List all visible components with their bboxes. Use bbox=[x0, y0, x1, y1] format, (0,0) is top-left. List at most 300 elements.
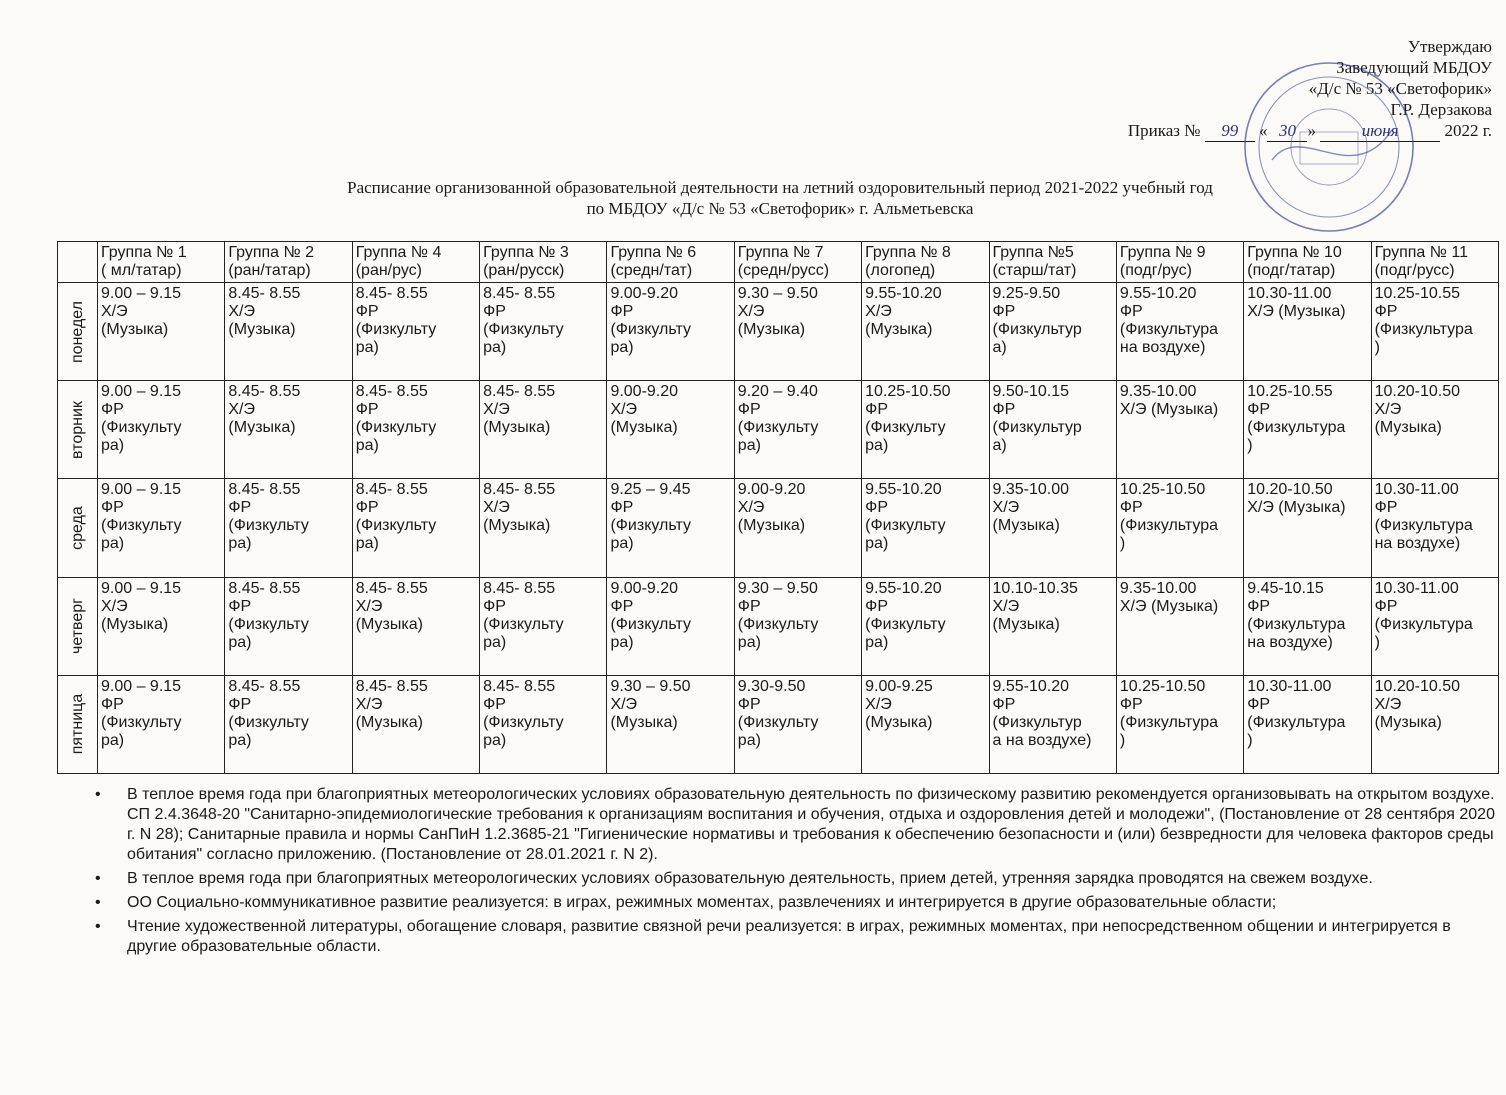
schedule-cell bbox=[607, 283, 734, 381]
schedule-cell-line: ФР bbox=[1374, 303, 1398, 320]
group-header-cell bbox=[1244, 242, 1371, 283]
schedule-cell bbox=[862, 381, 989, 479]
schedule-cell-line: ФР bbox=[865, 499, 888, 517]
group-header-line: (ран/татар) bbox=[228, 262, 311, 279]
schedule-cell-line: 10.25-10.50 bbox=[865, 383, 951, 401]
schedule-cell-line: ра) bbox=[355, 437, 379, 455]
schedule-cell-line: ФР bbox=[355, 499, 379, 517]
schedule-cell bbox=[1116, 283, 1243, 381]
schedule-cell-line: 9.35-10.00 bbox=[1119, 383, 1197, 401]
table-header-row bbox=[58, 242, 1499, 283]
schedule-cell-line: 10.30-11.00 bbox=[1374, 481, 1459, 499]
schedule-cell-line: ра) bbox=[737, 633, 761, 651]
schedule-cell-line: 8.45- 8.55 bbox=[228, 285, 301, 302]
schedule-cell-line: ФР bbox=[865, 597, 888, 615]
schedule-cell-line: ФР bbox=[483, 597, 506, 615]
schedule-cell-line: ФР bbox=[1119, 499, 1143, 517]
schedule-cell bbox=[480, 381, 607, 479]
group-header-cell bbox=[734, 242, 861, 283]
day-cell bbox=[58, 479, 98, 577]
schedule-cell-line: (Музыка) bbox=[355, 713, 423, 731]
schedule-cell bbox=[607, 479, 734, 577]
schedule-cell bbox=[480, 283, 607, 381]
day-label: вторник bbox=[68, 400, 86, 459]
group-header-line: (логопед) bbox=[865, 262, 936, 279]
schedule-cell-line: (Музыка) bbox=[865, 713, 933, 731]
title-line-1: Расписание организованной образовательной деятельности на летний оздоровительный период 2021-2022 учебный год bbox=[347, 178, 1213, 197]
schedule-cell bbox=[225, 479, 352, 577]
schedule-cell-line: ра) bbox=[228, 731, 252, 749]
schedule-cell-line: ра) bbox=[483, 339, 507, 356]
schedule-cell-line: 8.45- 8.55 bbox=[483, 579, 556, 597]
approval-signatory: Г.Р. Дерзакова bbox=[1390, 100, 1492, 119]
schedule-cell-line: ФР bbox=[101, 695, 124, 713]
title-line-2: по МБДОУ «Д/с № 53 «Светофорик» г. Альметьевска bbox=[586, 199, 974, 218]
schedule-cell-line: (Музыка) bbox=[865, 321, 933, 338]
table-row bbox=[58, 577, 1499, 675]
schedule-cell-line: (Физкультура bbox=[1374, 517, 1473, 535]
group-header-cell bbox=[989, 242, 1116, 283]
schedule-cell bbox=[607, 675, 734, 773]
note-item: • ОО Социально-коммуникативное развитие реализуется: в играх, режимных моментах, развлечениях и интегрируется в другие образовательные области; bbox=[95, 893, 1495, 913]
schedule-cell-line: на воздухе) bbox=[1247, 633, 1333, 651]
group-header-line: Группа № 2 bbox=[228, 244, 315, 261]
order-number: 99 bbox=[1205, 120, 1255, 142]
group-header-line: (средн/тат) bbox=[610, 262, 693, 279]
schedule-cell-line: (Физкультур bbox=[992, 419, 1082, 437]
schedule-cell-line: Х/Э bbox=[483, 401, 510, 419]
group-header-cell bbox=[862, 242, 989, 283]
schedule-cell-line: ра) bbox=[865, 437, 889, 455]
schedule-cell-line: (Музыка) bbox=[483, 419, 551, 437]
schedule-cell-line: 9.30 – 9.50 bbox=[610, 677, 691, 695]
schedule-cell-line: (Физкульту bbox=[737, 615, 819, 633]
schedule-cell bbox=[98, 479, 225, 577]
schedule-cell bbox=[734, 479, 861, 577]
note-item: • Чтение художественной литературы, обогащение словаря, развитие связной речи реализуется: в играх, режимных моментах, при непосредственном общении и интегрируется в другие образовательные области. bbox=[95, 917, 1495, 957]
schedule-cell-line: ) bbox=[1247, 731, 1253, 749]
schedule-cell-line: 8.45- 8.55 bbox=[355, 481, 428, 499]
schedule-cell bbox=[1371, 577, 1498, 675]
schedule-cell-line: 10.25-10.50 bbox=[1119, 677, 1206, 695]
schedule-cell-line: (Физкульту bbox=[228, 517, 309, 535]
day-cell bbox=[58, 381, 98, 479]
schedule-cell-line: Х/Э bbox=[355, 597, 383, 615]
schedule-cell bbox=[734, 283, 861, 381]
schedule-cell-line: Х/Э bbox=[228, 303, 255, 320]
schedule-cell bbox=[1116, 479, 1243, 577]
schedule-cell-line: Х/Э bbox=[101, 597, 128, 615]
schedule-cell bbox=[989, 577, 1116, 675]
order-month: июня bbox=[1320, 120, 1440, 142]
schedule-cell-line: ра) bbox=[483, 633, 507, 651]
schedule-cell-line: 9.55-10.20 bbox=[865, 285, 942, 302]
schedule-cell bbox=[1371, 381, 1498, 479]
schedule-cell-line: 9.00-9.20 bbox=[610, 579, 679, 597]
schedule-cell-line: (Физкультура bbox=[1374, 321, 1473, 338]
schedule-cell-line: ра) bbox=[610, 339, 634, 356]
schedule-cell-line: 9.00-9.20 bbox=[610, 383, 679, 401]
schedule-cell-line: а на воздухе) bbox=[992, 731, 1092, 749]
schedule-cell bbox=[1371, 675, 1498, 773]
schedule-cell-line: ра) bbox=[737, 731, 761, 749]
document-title bbox=[60, 177, 1500, 219]
schedule-cell-line: (Физкультура bbox=[1119, 713, 1219, 731]
schedule-cell-line: (Физкульту bbox=[610, 321, 691, 338]
group-header-line: (ран/русск) bbox=[483, 262, 565, 279]
schedule-cell-line: (Музыка) bbox=[992, 615, 1060, 633]
schedule-cell-line: 8.45- 8.55 bbox=[228, 383, 301, 401]
schedule-cell bbox=[225, 577, 352, 675]
schedule-cell bbox=[734, 381, 861, 479]
schedule-cell-line: 10.20-10.50 bbox=[1247, 481, 1333, 499]
schedule-cell-line: 9.00-9.20 bbox=[737, 481, 806, 499]
note-item: • В теплое время года при благоприятных метеорологических условиях образовательную деятельность, прием детей, утренняя зарядка проводятся на свежем воздухе. bbox=[95, 869, 1495, 889]
schedule-cell-line: ФР bbox=[610, 499, 634, 517]
schedule-cell bbox=[1244, 479, 1371, 577]
schedule-cell-line: 8.45- 8.55 bbox=[355, 285, 428, 302]
schedule-cell-line: 10.30-11.00 bbox=[1247, 285, 1332, 302]
approval-position: Заведующий МБДОУ bbox=[1336, 58, 1492, 77]
schedule-cell-line: 9.00-9.25 bbox=[865, 677, 933, 695]
schedule-cell bbox=[1244, 577, 1371, 675]
schedule-cell-line: 9.30 – 9.50 bbox=[737, 579, 818, 597]
schedule-cell bbox=[352, 577, 479, 675]
schedule-cell-line: Х/Э bbox=[101, 303, 128, 320]
schedule-cell-line: 9.25 – 9.45 bbox=[610, 481, 691, 499]
schedule-cell-line: (Музыка) bbox=[1374, 713, 1442, 731]
schedule-cell-line: (Музыка) bbox=[1374, 419, 1442, 437]
schedule-cell-line: 8.45- 8.55 bbox=[483, 383, 556, 401]
schedule-cell bbox=[1244, 283, 1371, 381]
schedule-cell-line: ) bbox=[1374, 633, 1380, 651]
schedule-cell-line: (Музыка) bbox=[228, 419, 296, 437]
schedule-cell-line: (Физкульту bbox=[355, 517, 437, 535]
schedule-cell-line: 10.20-10.50 bbox=[1374, 383, 1460, 401]
group-header-line: Группа № 3 bbox=[483, 244, 569, 261]
schedule-cell-line: 9.55-10.20 bbox=[865, 579, 942, 597]
schedule-cell-line: (Физкультура bbox=[1119, 517, 1219, 535]
group-header-line: Группа № 8 bbox=[865, 244, 951, 261]
schedule-cell-line: ФР bbox=[737, 401, 761, 419]
schedule-cell-line: Х/Э bbox=[737, 499, 765, 517]
schedule-cell-line: 9.35-10.00 bbox=[1119, 579, 1197, 597]
schedule-cell-line: 8.45- 8.55 bbox=[355, 677, 428, 695]
schedule-cell-line: ФР bbox=[355, 401, 379, 419]
schedule-cell-line: Х/Э bbox=[610, 695, 638, 713]
schedule-cell-line: ра) bbox=[228, 535, 252, 553]
schedule-cell-line: (Физкульту bbox=[865, 419, 946, 437]
schedule-cell-line: ФР bbox=[1119, 695, 1143, 713]
schedule-cell bbox=[98, 381, 225, 479]
group-header-line: Группа № 6 bbox=[610, 244, 697, 261]
schedule-cell-line: а) bbox=[992, 339, 1007, 356]
schedule-cell-line: 9.30 – 9.50 bbox=[737, 285, 818, 302]
group-header-line: (подг/русс) bbox=[1374, 262, 1455, 279]
day-cell bbox=[58, 675, 98, 773]
schedule-table bbox=[57, 241, 1499, 774]
note-item: • В теплое время года при благоприятных метеорологических условиях образовательную деятельность по физическому развитию рекомендуется организовывать на открытом воздухе. СП 2.4.3648-20 "Санитарно-эпидемиологические требования к организациям воспитания и обучения, отдыха и оздоровления детей и молодежи", (Постановление от 28 сентября 2020 г. N 28); Санитарные правила и нормы СанПиН 1.2.3685-21 "Гигиенические нормативы и требования к обеспечению безопасности и (или) безвредности для человека факторов среды обитания" согласно приложению. (Постановление от 28.01.2021 г. N 2). bbox=[95, 785, 1495, 865]
schedule-cell-line: ФР bbox=[483, 695, 506, 713]
schedule-cell-line: (Физкульту bbox=[101, 517, 182, 535]
schedule-cell-line: Х/Э (Музыка) bbox=[1119, 597, 1219, 615]
group-header-line: (подг/рус) bbox=[1119, 262, 1192, 279]
approval-order-line: Приказ № 99 « 30 » июня 2022 г. bbox=[1127, 121, 1492, 140]
group-header-line: (средн/русс) bbox=[737, 262, 830, 279]
schedule-cell-line: ра) bbox=[865, 633, 889, 651]
schedule-cell bbox=[1116, 577, 1243, 675]
schedule-cell-line: 8.45- 8.55 bbox=[483, 481, 556, 499]
schedule-cell-line: ФР bbox=[865, 401, 888, 419]
day-cell bbox=[58, 577, 98, 675]
group-header-line: ( мл/татар) bbox=[101, 262, 182, 279]
group-header-line: Группа № 4 bbox=[355, 244, 442, 261]
schedule-cell-line: 8.45- 8.55 bbox=[228, 677, 301, 695]
schedule-cell-line: ФР bbox=[992, 303, 1016, 320]
schedule-cell-line: ра) bbox=[101, 535, 125, 553]
schedule-cell-line: (Физкульту bbox=[483, 321, 564, 338]
schedule-cell-line: ФР bbox=[992, 695, 1016, 713]
schedule-cell-line: Х/Э bbox=[865, 695, 892, 713]
schedule-cell-line: 8.45- 8.55 bbox=[355, 579, 428, 597]
schedule-cell-line: (Физкультур bbox=[992, 713, 1082, 731]
schedule-cell-line: 9.00 – 9.15 bbox=[101, 677, 182, 695]
schedule-cell-line: ) bbox=[1374, 339, 1380, 356]
schedule-cell-line: 9.25-9.50 bbox=[992, 285, 1061, 302]
schedule-cell bbox=[98, 283, 225, 381]
order-year: 2022 г. bbox=[1444, 121, 1492, 140]
schedule-cell-line: Х/Э bbox=[228, 401, 255, 419]
schedule-cell-line: ФР bbox=[101, 401, 124, 419]
schedule-cell bbox=[225, 283, 352, 381]
schedule-cell-line: 10.20-10.50 bbox=[1374, 677, 1460, 695]
day-label: четверг bbox=[68, 598, 86, 655]
schedule-cell bbox=[734, 675, 861, 773]
schedule-cell bbox=[1116, 675, 1243, 773]
schedule-cell bbox=[225, 381, 352, 479]
group-header-cell bbox=[1116, 242, 1243, 283]
schedule-cell bbox=[1244, 381, 1371, 479]
schedule-cell-line: 9.00 – 9.15 bbox=[101, 285, 182, 302]
schedule-cell bbox=[1244, 675, 1371, 773]
schedule-cell-line: Х/Э bbox=[483, 499, 510, 517]
schedule-cell-line: (Физкульту bbox=[737, 419, 819, 437]
schedule-cell-line: (Физкульту bbox=[737, 713, 819, 731]
schedule-cell bbox=[352, 675, 479, 773]
schedule-cell-line: (Музыка) bbox=[610, 419, 678, 437]
schedule-cell-line: 9.30-9.50 bbox=[737, 677, 806, 695]
day-label: пятница bbox=[68, 694, 86, 755]
schedule-cell-line: 9.00 – 9.15 bbox=[101, 481, 182, 499]
schedule-cell-line: (Физкультура bbox=[1247, 615, 1346, 633]
schedule-cell-line: ФР bbox=[101, 499, 124, 517]
day-header-cell bbox=[58, 242, 98, 283]
schedule-cell bbox=[989, 283, 1116, 381]
group-header-cell bbox=[225, 242, 352, 283]
schedule-cell-line: 9.00 – 9.15 bbox=[101, 383, 182, 401]
schedule-cell-line: (Музыка) bbox=[101, 615, 169, 633]
schedule-cell bbox=[352, 283, 479, 381]
schedule-cell bbox=[862, 675, 989, 773]
schedule-cell-line: Х/Э bbox=[992, 499, 1020, 517]
schedule-cell-line: 8.45- 8.55 bbox=[483, 677, 556, 695]
schedule-cell-line: (Физкульту bbox=[228, 615, 309, 633]
schedule-cell-line: ФР bbox=[1247, 695, 1271, 713]
order-prefix: Приказ № bbox=[1127, 121, 1201, 140]
schedule-cell-line: 9.55-10.20 bbox=[1119, 285, 1197, 302]
schedule-cell bbox=[1116, 381, 1243, 479]
schedule-cell-line: Х/Э bbox=[865, 303, 892, 320]
day-label: понедел bbox=[68, 300, 86, 363]
group-header-line: Группа № 1 bbox=[101, 244, 187, 261]
group-header-line: (старш/тат) bbox=[992, 262, 1077, 279]
approval-heading: Утверждаю bbox=[1407, 37, 1492, 56]
schedule-cell-line: 8.45- 8.55 bbox=[228, 481, 301, 499]
group-header-line: (подг/татар) bbox=[1247, 262, 1336, 279]
schedule-cell bbox=[480, 577, 607, 675]
schedule-cell-line: на воздухе) bbox=[1119, 339, 1206, 356]
schedule-cell-line: Х/Э bbox=[355, 695, 383, 713]
schedule-cell-line: (Физкульту bbox=[865, 615, 946, 633]
schedule-cell-line: ФР bbox=[610, 597, 634, 615]
schedule-cell-line: ра) bbox=[228, 633, 252, 651]
schedule-cell bbox=[225, 675, 352, 773]
schedule-cell-line: (Физкульту bbox=[483, 713, 564, 731]
table-row bbox=[58, 479, 1499, 577]
schedule-cell-line: 9.20 – 9.40 bbox=[737, 383, 818, 401]
schedule-cell-line: 9.55-10.20 bbox=[865, 481, 942, 499]
schedule-cell-line: (Музыка) bbox=[228, 321, 296, 338]
schedule-cell-line: ) bbox=[1119, 731, 1126, 749]
group-header-line: Группа № 7 bbox=[737, 244, 824, 261]
schedule-cell-line: 8.45- 8.55 bbox=[355, 383, 428, 401]
schedule-cell bbox=[352, 381, 479, 479]
approval-organization: «Д/с № 53 «Светофорик» bbox=[1308, 79, 1492, 98]
schedule-cell bbox=[734, 577, 861, 675]
schedule-cell-line: ра) bbox=[101, 437, 125, 455]
schedule-cell-line: ра) bbox=[610, 633, 634, 651]
schedule-cell-line: (Музыка) bbox=[483, 517, 551, 535]
schedule-cell-line: (Музыка) bbox=[992, 517, 1060, 535]
schedule-cell bbox=[98, 675, 225, 773]
order-day: 30 bbox=[1267, 120, 1307, 142]
schedule-cell-line: 9.00 – 9.15 bbox=[101, 579, 182, 597]
schedule-cell-line: ра) bbox=[610, 535, 634, 553]
schedule-cell-line: Х/Э (Музыка) bbox=[1119, 401, 1219, 419]
schedule-cell bbox=[989, 675, 1116, 773]
schedule-cell bbox=[98, 577, 225, 675]
schedule-cell-line: ) bbox=[1119, 535, 1126, 553]
schedule-cell-line: (Физкульту bbox=[101, 713, 182, 731]
schedule-cell-line: 8.45- 8.55 bbox=[483, 285, 556, 302]
schedule-cell-line: ра) bbox=[355, 339, 379, 356]
schedule-cell-line: 9.55-10.20 bbox=[992, 677, 1070, 695]
schedule-cell-line: Х/Э bbox=[1374, 401, 1402, 419]
schedule-cell bbox=[1371, 283, 1498, 381]
schedule-cell-line: 9.50-10.15 bbox=[992, 383, 1070, 401]
schedule-cell-line: 9.00-9.20 bbox=[610, 285, 679, 302]
table-row bbox=[58, 283, 1499, 381]
schedule-cell-line: Х/Э bbox=[992, 597, 1020, 615]
table-row bbox=[58, 675, 1499, 773]
schedule-cell-line: ФР bbox=[610, 303, 634, 320]
schedule-cell-line: (Физкультура bbox=[1247, 713, 1346, 731]
schedule-cell-line: ФР bbox=[1247, 597, 1271, 615]
schedule-cell-line: ра) bbox=[355, 535, 379, 553]
group-header-line: Группа №5 bbox=[992, 244, 1074, 261]
schedule-cell-line: (Физкультура bbox=[1374, 615, 1473, 633]
schedule-cell-line: (Музыка) bbox=[737, 517, 806, 535]
group-header-line: Группа № 11 bbox=[1374, 244, 1468, 261]
schedule-cell-line: ФР bbox=[228, 597, 252, 615]
group-header-cell bbox=[607, 242, 734, 283]
schedule-cell-line: Х/Э (Музыка) bbox=[1247, 303, 1346, 320]
schedule-cell-line: ФР bbox=[737, 695, 761, 713]
group-header-line: Группа № 9 bbox=[1119, 244, 1206, 261]
schedule-cell-line: 9.35-10.00 bbox=[992, 481, 1070, 499]
table-row bbox=[58, 381, 1499, 479]
schedule-cell bbox=[989, 479, 1116, 577]
schedule-cell-line: ФР bbox=[483, 303, 506, 320]
schedule-cell bbox=[352, 479, 479, 577]
schedule-cell-line: Х/Э bbox=[1374, 695, 1402, 713]
schedule-cell bbox=[607, 577, 734, 675]
schedule-cell bbox=[480, 479, 607, 577]
schedule-cell-line: (Физкульту bbox=[101, 419, 182, 437]
schedule-cell-line: ФР bbox=[1119, 303, 1143, 320]
schedule-cell-line: (Физкультура bbox=[1119, 321, 1219, 338]
schedule-cell-line: ра) bbox=[101, 731, 125, 749]
schedule-cell-line: (Физкульту bbox=[610, 615, 691, 633]
schedule-cell bbox=[989, 381, 1116, 479]
day-label: среда bbox=[68, 506, 86, 550]
schedule-cell-line: ФР bbox=[228, 695, 252, 713]
group-header-line: Группа № 10 bbox=[1247, 244, 1342, 261]
schedule-cell-line: (Музыка) bbox=[610, 713, 678, 731]
schedule-cell-line: (Физкультур bbox=[992, 321, 1082, 338]
schedule-cell-line: (Музыка) bbox=[737, 321, 806, 338]
schedule-cell-line: ФР bbox=[355, 303, 379, 320]
schedule-cell-line: 10.30-11.00 bbox=[1247, 677, 1332, 695]
schedule-cell-line: 8.45- 8.55 bbox=[228, 579, 301, 597]
notes-list bbox=[95, 785, 1495, 961]
schedule-cell-line: (Физкульту bbox=[355, 321, 437, 338]
schedule-cell-line: 9.45-10.15 bbox=[1247, 579, 1324, 597]
schedule-cell bbox=[862, 479, 989, 577]
schedule-cell-line: ФР bbox=[992, 401, 1016, 419]
schedule-cell-line: а) bbox=[992, 437, 1007, 455]
schedule-cell-line: ра) bbox=[737, 437, 761, 455]
schedule-cell-line: Х/Э (Музыка) bbox=[1247, 499, 1346, 517]
schedule-cell-line: 10.10-10.35 bbox=[992, 579, 1078, 597]
schedule-cell-line: ФР bbox=[737, 597, 761, 615]
group-header-cell bbox=[352, 242, 479, 283]
schedule-cell-line: (Физкультура bbox=[1247, 419, 1346, 437]
schedule-cell-line: ра) bbox=[483, 731, 507, 749]
day-cell bbox=[58, 283, 98, 381]
approval-block bbox=[932, 36, 1492, 142]
schedule-cell-line: ФР bbox=[1374, 499, 1398, 517]
schedule-cell-line: 10.30-11.00 bbox=[1374, 579, 1459, 597]
schedule-cell-line: Х/Э bbox=[737, 303, 765, 320]
schedule-cell-line: ФР bbox=[228, 499, 252, 517]
schedule-cell bbox=[480, 675, 607, 773]
group-header-cell bbox=[480, 242, 607, 283]
schedule-cell-line: (Физкульту bbox=[610, 517, 691, 535]
group-header-cell bbox=[98, 242, 225, 283]
schedule-cell-line: ра) bbox=[865, 535, 889, 553]
schedule-cell-line: 10.25-10.55 bbox=[1374, 285, 1460, 302]
